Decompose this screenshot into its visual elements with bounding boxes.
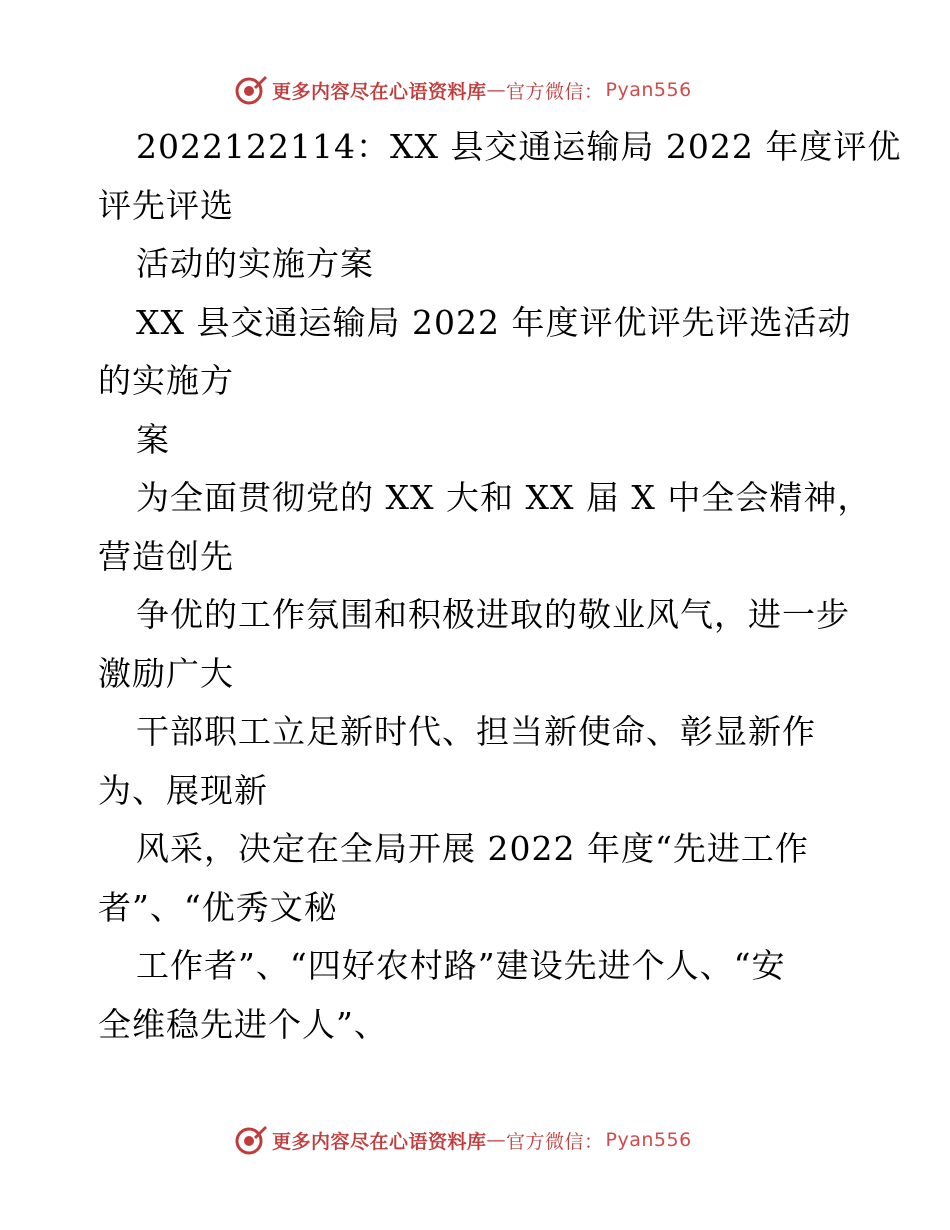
- doc-line: 为、展现新: [98, 770, 268, 810]
- doc-line: 争优的工作氛围和积极进取的敬业风气，进一步: [136, 595, 850, 634]
- doc-line: 激励广大: [98, 653, 234, 693]
- doc-line: 活动的实施方案: [136, 244, 374, 283]
- doc-line: 案: [136, 419, 170, 459]
- doc-line: 为全面贯彻党的 XX 大和 XX 届 X 中全会精神，: [136, 478, 872, 517]
- watermark-id: Pyan556: [605, 1129, 692, 1151]
- watermark-header: [234, 72, 692, 108]
- doc-line: 干部职工立足新时代、担当新使命、彰显新作: [136, 712, 816, 751]
- watermark-id: Pyan556: [605, 79, 692, 101]
- doc-line: 评先评选: [98, 185, 234, 225]
- doc-line: 工作者”、“四好农村路”建设先进个人、“安: [136, 946, 786, 985]
- doc-line: 全维稳先进个人”、: [98, 1004, 388, 1044]
- watermark-text: 更多内容尽在心语资料库: [272, 1130, 487, 1153]
- doc-line: 营造创先: [98, 536, 234, 576]
- doc-line: 2022122114：XX 县交通运输局 2022 年度评优: [136, 127, 902, 166]
- watermark-footer: [234, 1122, 692, 1158]
- watermark-text: 更多内容尽在心语资料库: [272, 80, 487, 103]
- doc-line: 者”、“优秀文秘: [98, 887, 338, 927]
- watermark-dash: —: [486, 79, 507, 101]
- watermark-dash: —: [486, 1129, 507, 1151]
- doc-line: 的实施方: [98, 361, 234, 400]
- watermark-label: 官方微信：: [506, 80, 604, 103]
- doc-line: 风采，决定在全局开展 2022 年度“先进工作: [136, 829, 809, 868]
- watermark-label: 官方微信：: [506, 1130, 604, 1153]
- pen-circle-icon: [234, 73, 268, 107]
- doc-line: XX 县交通运输局 2022 年度评优评先评选活动: [136, 302, 852, 342]
- pen-circle-icon: [234, 1123, 268, 1157]
- document-body: [98, 118, 902, 1054]
